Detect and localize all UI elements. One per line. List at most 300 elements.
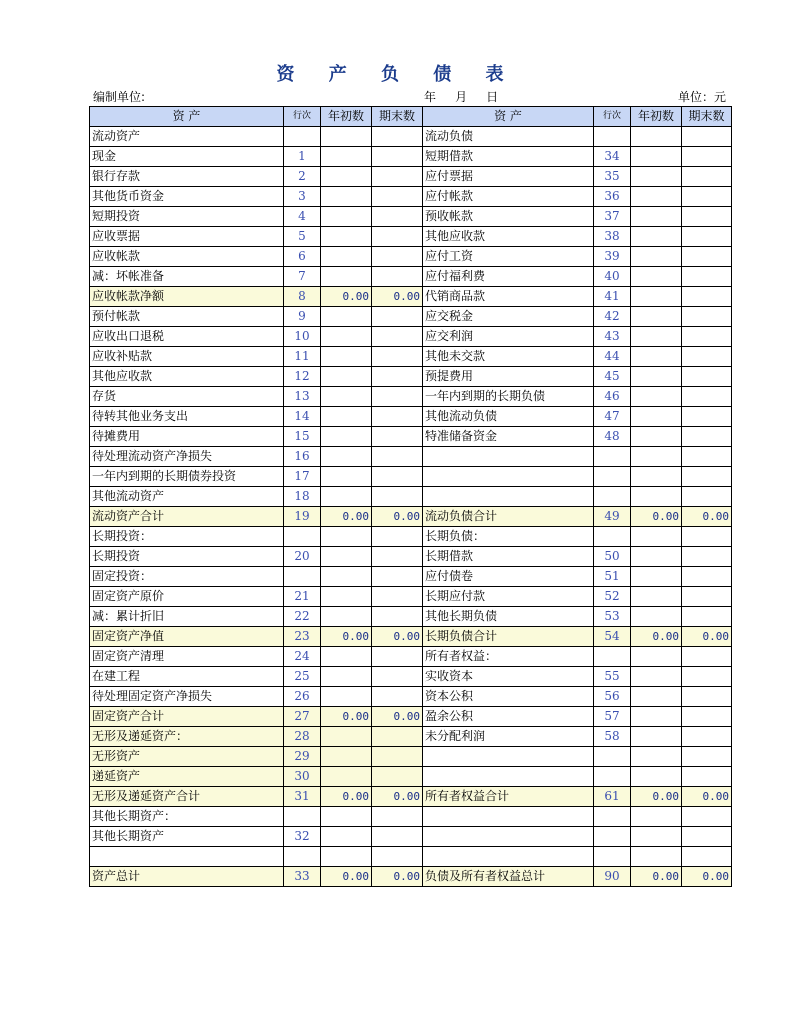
table-row [90,627,732,647]
liability-end-cell [682,167,732,187]
liability-name-cell: 未分配利润 [423,727,594,747]
liability-end-cell [682,607,732,627]
liability-name-cell: 所有者权益合计 [423,787,594,807]
liability-name-cell: 预提费用 [423,367,594,387]
asset-begin-cell [321,527,372,547]
liability-line-no-cell: 43 [594,327,631,347]
asset-begin-cell [321,387,372,407]
liability-end-cell [682,327,732,347]
asset-end-cell [372,247,423,267]
asset-end-cell [372,187,423,207]
liability-line-no-cell: 46 [594,387,631,407]
asset-name-cell: 其他流动资产 [90,487,284,507]
asset-begin-cell: 0.00 [321,787,372,807]
liability-begin-cell [631,407,682,427]
table-row [90,127,732,147]
liability-end-cell [682,407,732,427]
asset-begin-cell [321,847,372,867]
liability-line-no-cell: 49 [594,507,631,527]
liability-end-cell [682,207,732,227]
liability-line-no-cell: 34 [594,147,631,167]
asset-begin-cell [321,667,372,687]
table-row [90,587,732,607]
liability-name-cell: 代销商品款 [423,287,594,307]
liability-end-cell [682,587,732,607]
unit-label: 单位：元 [678,90,727,104]
liability-begin-cell [631,487,682,507]
asset-line-no-cell: 8 [284,287,321,307]
table-row [90,287,732,307]
liability-line-no-cell [594,127,631,147]
liability-begin-cell [631,207,682,227]
liability-end-cell [682,527,732,547]
asset-end-cell [372,747,423,767]
asset-line-no-cell: 25 [284,667,321,687]
liability-begin-cell [631,327,682,347]
liability-name-cell: 长期借款 [423,547,594,567]
asset-name-cell: 应收票据 [90,227,284,247]
table-row [90,747,732,767]
asset-name-cell: 待摊费用 [90,427,284,447]
asset-name-cell: 其他长期资产 [90,827,284,847]
liability-end-cell [682,487,732,507]
liability-end-cell [682,747,732,767]
asset-end-cell [372,367,423,387]
liability-end-cell [682,307,732,327]
asset-line-no-cell: 9 [284,307,321,327]
liability-name-cell: 流动负债合计 [423,507,594,527]
asset-name-cell: 一年内到期的长期债券投资 [90,467,284,487]
asset-begin-cell: 0.00 [321,867,372,887]
compiler-label: 编制单位: [93,90,146,104]
table-row [90,167,732,187]
asset-name-cell: 预付帐款 [90,307,284,327]
header-asset: 资 产 [90,107,284,127]
liability-end-cell [682,267,732,287]
asset-begin-cell [321,147,372,167]
asset-begin-cell [321,127,372,147]
liability-line-no-cell [594,807,631,827]
asset-name-cell: 应收补贴款 [90,347,284,367]
asset-line-no-cell: 10 [284,327,321,347]
table-row [90,647,732,667]
liability-line-no-cell: 39 [594,247,631,267]
asset-begin-cell [321,307,372,327]
liability-name-cell: 应付债卷 [423,567,594,587]
header-end-left: 期末数 [372,107,423,127]
liability-name-cell: 其他流动负债 [423,407,594,427]
liability-line-no-cell: 61 [594,787,631,807]
asset-name-cell: 应收出口退税 [90,327,284,347]
table-row [90,527,732,547]
liability-end-cell [682,387,732,407]
asset-end-cell: 0.00 [372,627,423,647]
liability-begin-cell [631,807,682,827]
asset-begin-cell [321,567,372,587]
liability-end-cell [682,827,732,847]
asset-name-cell: 现金 [90,147,284,167]
table-row [90,347,732,367]
asset-name-cell: 固定资产原价 [90,587,284,607]
asset-name-cell: 银行存款 [90,167,284,187]
asset-line-no-cell: 26 [284,687,321,707]
liability-line-no-cell: 48 [594,427,631,447]
header-row [90,107,732,127]
asset-line-no-cell: 6 [284,247,321,267]
asset-end-cell [372,607,423,627]
asset-line-no-cell: 18 [284,487,321,507]
asset-name-cell: 无形及递延资产： [90,727,284,747]
asset-begin-cell [321,487,372,507]
asset-begin-cell [321,187,372,207]
liability-name-cell: 应付工资 [423,247,594,267]
liability-name-cell: 长期应付款 [423,587,594,607]
header-ord-left: 行次 [284,107,321,127]
liability-name-cell: 长期负债： [423,527,594,547]
asset-line-no-cell: 14 [284,407,321,427]
asset-line-no-cell: 22 [284,607,321,627]
liability-line-no-cell: 37 [594,207,631,227]
liability-begin-cell [631,567,682,587]
asset-line-no-cell: 7 [284,267,321,287]
liability-name-cell: 应付帐款 [423,187,594,207]
asset-line-no-cell: 19 [284,507,321,527]
asset-end-cell [372,727,423,747]
liability-line-no-cell: 42 [594,307,631,327]
liability-begin-cell [631,287,682,307]
liability-begin-cell [631,727,682,747]
table-row [90,467,732,487]
asset-end-cell [372,387,423,407]
header-end-right: 期末数 [682,107,732,127]
liability-begin-cell [631,387,682,407]
liability-name-cell: 应付票据 [423,167,594,187]
asset-line-no-cell [284,567,321,587]
liability-begin-cell: 0.00 [631,787,682,807]
asset-name-cell: 固定资产合计 [90,707,284,727]
asset-begin-cell [321,327,372,347]
balance-sheet-table [89,106,732,887]
asset-end-cell: 0.00 [372,867,423,887]
asset-name-cell [90,847,284,867]
asset-line-no-cell: 12 [284,367,321,387]
table-row [90,427,732,447]
asset-end-cell: 0.00 [372,787,423,807]
liability-begin-cell [631,707,682,727]
liability-line-no-cell [594,527,631,547]
liability-name-cell: 盈余公积 [423,707,594,727]
asset-end-cell [372,407,423,427]
asset-end-cell [372,687,423,707]
liability-end-cell [682,807,732,827]
table-row [90,607,732,627]
liability-line-no-cell [594,827,631,847]
asset-name-cell: 待处理固定资产净损失 [90,687,284,707]
liability-line-no-cell: 38 [594,227,631,247]
asset-begin-cell: 0.00 [321,707,372,727]
asset-end-cell [372,447,423,467]
table-row [90,847,732,867]
asset-end-cell [372,487,423,507]
liability-name-cell: 流动负债 [423,127,594,147]
asset-begin-cell [321,547,372,567]
liability-end-cell: 0.00 [682,787,732,807]
liability-end-cell [682,287,732,307]
liability-name-cell [423,487,594,507]
asset-end-cell [372,667,423,687]
table-row [90,387,732,407]
liability-end-cell [682,347,732,367]
liability-begin-cell [631,767,682,787]
asset-line-no-cell: 23 [284,627,321,647]
liability-end-cell [682,247,732,267]
asset-name-cell: 递延资产 [90,767,284,787]
liability-name-cell: 其他应收款 [423,227,594,247]
asset-line-no-cell: 5 [284,227,321,247]
liability-begin-cell [631,307,682,327]
liability-name-cell: 其他未交款 [423,347,594,367]
liability-line-no-cell: 45 [594,367,631,387]
asset-line-no-cell [284,847,321,867]
asset-begin-cell [321,167,372,187]
asset-name-cell: 流动资产合计 [90,507,284,527]
liability-begin-cell [631,147,682,167]
liability-begin-cell [631,587,682,607]
asset-end-cell [372,547,423,567]
liability-line-no-cell: 56 [594,687,631,707]
liability-end-cell [682,727,732,747]
liability-end-cell [682,147,732,167]
liability-begin-cell: 0.00 [631,867,682,887]
asset-end-cell [372,167,423,187]
liability-begin-cell [631,467,682,487]
asset-line-no-cell: 33 [284,867,321,887]
liability-name-cell: 短期借款 [423,147,594,167]
table-row [90,407,732,427]
liability-end-cell [682,547,732,567]
asset-end-cell [372,307,423,327]
asset-begin-cell [321,767,372,787]
liability-name-cell [423,467,594,487]
liability-line-no-cell: 90 [594,867,631,887]
asset-begin-cell [321,747,372,767]
liability-line-no-cell: 58 [594,727,631,747]
liability-line-no-cell [594,767,631,787]
asset-end-cell [372,267,423,287]
table-row [90,367,732,387]
liability-line-no-cell [594,487,631,507]
asset-line-no-cell: 32 [284,827,321,847]
liability-begin-cell [631,667,682,687]
asset-begin-cell [321,727,372,747]
asset-begin-cell [321,407,372,427]
liability-end-cell [682,847,732,867]
liability-line-no-cell: 53 [594,607,631,627]
table-row [90,327,732,347]
liability-name-cell: 资本公积 [423,687,594,707]
liability-line-no-cell [594,447,631,467]
liability-begin-cell: 0.00 [631,507,682,527]
liability-name-cell [423,827,594,847]
asset-name-cell: 减：坏帐准备 [90,267,284,287]
liability-end-cell: 0.00 [682,867,732,887]
asset-line-no-cell: 16 [284,447,321,467]
liability-begin-cell [631,227,682,247]
table-row [90,207,732,227]
liability-end-cell [682,467,732,487]
asset-name-cell: 长期投资 [90,547,284,567]
table-row [90,227,732,247]
liability-begin-cell: 0.00 [631,627,682,647]
asset-name-cell: 应收帐款净额 [90,287,284,307]
asset-name-cell: 应收帐款 [90,247,284,267]
asset-begin-cell: 0.00 [321,627,372,647]
asset-name-cell: 待处理流动资产净损失 [90,447,284,467]
asset-name-cell: 其他长期资产： [90,807,284,827]
liability-begin-cell [631,847,682,867]
header-ord-right: 行次 [594,107,631,127]
asset-begin-cell [321,467,372,487]
asset-end-cell [372,467,423,487]
table-row [90,187,732,207]
liability-end-cell [682,567,732,587]
liability-end-cell [682,427,732,447]
asset-end-cell [372,587,423,607]
liability-line-no-cell: 41 [594,287,631,307]
liability-name-cell: 所有者权益： [423,647,594,667]
liability-name-cell: 预收帐款 [423,207,594,227]
asset-begin-cell [321,687,372,707]
asset-begin-cell [321,247,372,267]
asset-line-no-cell: 31 [284,787,321,807]
asset-begin-cell [321,227,372,247]
table-row [90,247,732,267]
asset-name-cell: 短期投资 [90,207,284,227]
liability-name-cell: 应交利润 [423,327,594,347]
asset-end-cell [372,647,423,667]
liability-begin-cell [631,547,682,567]
asset-end-cell [372,207,423,227]
table-row [90,567,732,587]
asset-end-cell [372,227,423,247]
asset-begin-cell [321,267,372,287]
asset-name-cell: 其他货币资金 [90,187,284,207]
asset-line-no-cell: 28 [284,727,321,747]
asset-name-cell: 待转其他业务支出 [90,407,284,427]
asset-end-cell [372,827,423,847]
asset-line-no-cell: 1 [284,147,321,167]
liability-end-cell [682,687,732,707]
liability-end-cell [682,767,732,787]
table-row [90,807,732,827]
asset-begin-cell [321,367,372,387]
asset-begin-cell [321,447,372,467]
table-row [90,307,732,327]
table-row [90,547,732,567]
table-row [90,507,732,527]
asset-begin-cell [321,807,372,827]
asset-end-cell: 0.00 [372,707,423,727]
liability-begin-cell [631,427,682,447]
asset-end-cell [372,847,423,867]
asset-line-no-cell: 27 [284,707,321,727]
liability-begin-cell [631,447,682,467]
liability-name-cell: 应付福利费 [423,267,594,287]
asset-line-no-cell: 21 [284,587,321,607]
asset-line-no-cell: 4 [284,207,321,227]
asset-line-no-cell: 15 [284,427,321,447]
asset-end-cell [372,807,423,827]
asset-end-cell [372,527,423,547]
liability-line-no-cell: 55 [594,667,631,687]
liability-name-cell: 一年内到期的长期负债 [423,387,594,407]
page-title: 资 产 负 债 表 [276,64,518,85]
table-row [90,487,732,507]
asset-end-cell [372,347,423,367]
liability-begin-cell [631,367,682,387]
asset-name-cell: 其他应收款 [90,367,284,387]
asset-name-cell: 固定投资： [90,567,284,587]
liability-line-no-cell: 51 [594,567,631,587]
liability-line-no-cell: 36 [594,187,631,207]
asset-line-no-cell: 20 [284,547,321,567]
table-row [90,767,732,787]
asset-begin-cell: 0.00 [321,507,372,527]
table-row [90,147,732,167]
liability-begin-cell [631,347,682,367]
asset-end-cell: 0.00 [372,507,423,527]
liability-begin-cell [631,167,682,187]
asset-line-no-cell: 3 [284,187,321,207]
liability-line-no-cell: 35 [594,167,631,187]
liability-end-cell [682,647,732,667]
liability-name-cell: 长期负债合计 [423,627,594,647]
asset-line-no-cell: 30 [284,767,321,787]
liability-end-cell [682,187,732,207]
liability-end-cell [682,707,732,727]
asset-begin-cell [321,607,372,627]
table-row [90,727,732,747]
liability-begin-cell [631,607,682,627]
asset-line-no-cell: 17 [284,467,321,487]
asset-name-cell: 固定资产清理 [90,647,284,667]
liability-line-no-cell: 47 [594,407,631,427]
asset-end-cell [372,767,423,787]
table-row [90,707,732,727]
asset-name-cell: 长期投资： [90,527,284,547]
asset-end-cell [372,567,423,587]
liability-end-cell [682,227,732,247]
asset-name-cell: 存货 [90,387,284,407]
liability-end-cell [682,667,732,687]
asset-line-no-cell: 13 [284,387,321,407]
header-liab: 资 产 [423,107,594,127]
liability-end-cell [682,447,732,467]
table-row [90,787,732,807]
table-row [90,867,732,887]
liability-line-no-cell [594,847,631,867]
asset-begin-cell [321,647,372,667]
liability-end-cell [682,367,732,387]
liability-line-no-cell: 44 [594,347,631,367]
liability-name-cell: 实收资本 [423,667,594,687]
asset-line-no-cell [284,807,321,827]
asset-line-no-cell: 24 [284,647,321,667]
asset-name-cell: 流动资产 [90,127,284,147]
asset-begin-cell [321,347,372,367]
asset-end-cell [372,147,423,167]
asset-line-no-cell [284,127,321,147]
